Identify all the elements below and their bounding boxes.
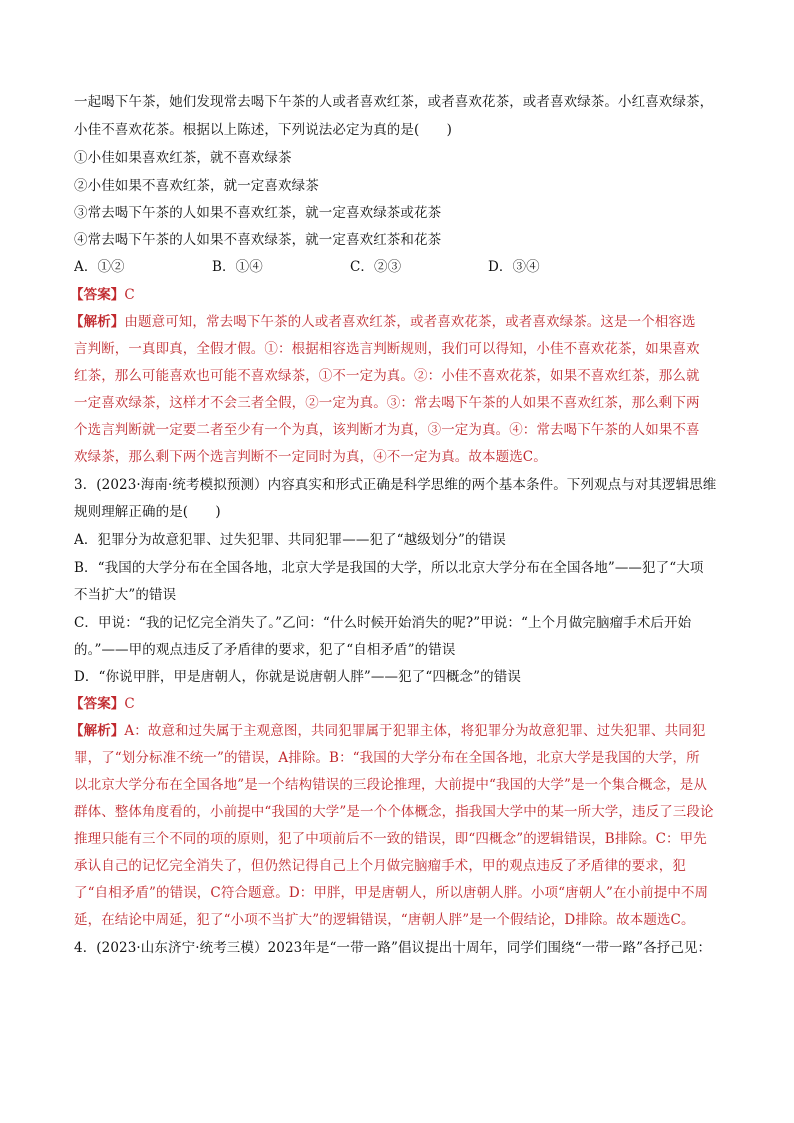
q2-analysis-line-4: 一定喜欢绿茶，这样才不会三者全假，②一定为真。③：常去喝下午茶的人如果不喜欢红茶，那么剩下两 (74, 395, 700, 411)
q3-analysis-line-2: 罪，了“划分标准不统一”的错误，A排除。B：“我国的大学分布在全国各地，北京大学是我国的大学，所 (74, 750, 700, 766)
q3-analysis-line-8: 延，在结论中周延，犯了“小项不当扩大”的逻辑错误，“唐朝人胖”是一个假结论，D排除。故本题选C。 (74, 912, 695, 928)
q3-option-d: D．“你说甲胖，甲是唐朝人，你就是说唐朝人胖”——犯了“四概念”的错误 (74, 669, 521, 685)
q2-analysis-line-5: 个选言判断就一定要二者至少有一个为真，该判断才为真，③一定为真。④：常去喝下午茶的人如果不喜 (74, 422, 700, 438)
q2-statement-2: ②小佳如果不喜欢红茶，就一定喜欢绿茶 (74, 178, 319, 194)
q2-stem-line-1: 一起喝下午茶，她们发现常去喝下午茶的人或者喜欢红茶，或者喜欢花茶，或者喜欢绿茶。小红喜欢绿茶， (74, 94, 714, 110)
q2-option-d: D．③④ (488, 259, 540, 275)
analysis-tag: 【解析】 (70, 723, 125, 739)
q3-analysis-line-3: 以北京大学分布在全国各地”是一个结构错误的三段论推理，大前提中“我国的大学”是一个集合概念，是从 (74, 777, 708, 793)
q2-option-b: B．①④ (212, 259, 263, 275)
q2-stem-line-2: 小佳不喜欢花茶。根据以上陈述，下列说法必定为真的是( ) (74, 122, 452, 138)
q3-analysis-line-6: 承认自己的记忆完全消失了，但仍然记得自己上个月做完脑瘤手术，甲的观点违反了矛盾律的要求，犯 (74, 858, 686, 874)
q3-analysis-line-7: 了“自相矛盾”的错误，C符合题意。D：甲胖，甲是唐朝人，所以唐朝人胖。小项“唐朝人”在小前提中不周 (74, 885, 709, 901)
q2-analysis-line-1 (70, 312, 730, 332)
q3-option-a: A．犯罪分为故意犯罪、过失犯罪、共同犯罪——犯了“越级划分”的错误 (74, 532, 506, 548)
q3-option-b-line-1: B．“我国的大学分布在全国各地，北京大学是我国的大学，所以北京大学分布在全国各地”——犯了“大项 (74, 560, 704, 576)
q2-answer (70, 285, 730, 305)
q2-options (74, 257, 734, 277)
q3-option-c-line-1: C．甲说：“我的记忆完全消失了。”乙问：“什么时候开始消失的呢?”甲说：“上个月做完脑瘤手术后开始 (74, 615, 692, 631)
q3-answer (70, 694, 730, 714)
q3-option-b-line-2: 不当扩大”的错误 (74, 587, 177, 603)
answer-tag: 【答案】 (70, 696, 125, 712)
q4-stem: 4．(2023·山东济宁·统考三模）2023年是“一带一路”倡议提出十周年，同学们围绕“一带一路”各抒己见： (74, 940, 712, 956)
q2-analysis-line-2: 言判断，一真即真，全假才假。①：根据相容选言判断规则，我们可以得知，小佳不喜欢花茶，如果喜欢 (74, 341, 700, 357)
analysis-text: 由题意可知，常去喝下午茶的人或者喜欢红茶，或者喜欢花茶，或者喜欢绿茶。这是一个相容选 (124, 314, 696, 330)
q2-analysis-line-3: 红茶，那么可能喜欢也可能不喜欢绿茶，①不一定为真。②：小佳不喜欢花茶，如果不喜欢红茶，那么就 (74, 368, 700, 384)
q3-stem-line-2: 规则理解正确的是( ) (74, 504, 221, 520)
q2-option-c: C．②③ (350, 259, 402, 275)
q2-statement-4: ④常去喝下午茶的人如果不喜欢绿茶，就一定喜欢红茶和花茶 (74, 232, 442, 248)
q3-analysis-line-5: 推理只能有三个不同的项的原则，犯了中项前后不一致的错误，即“四概念”的逻辑错误，B排除。C：甲先 (74, 831, 707, 847)
q2-analysis-line-6: 欢绿茶，那么剩下两个选言判断不一定同时为真，④不一定为真。故本题选C。 (74, 449, 547, 465)
answer-value: C (124, 696, 135, 712)
q3-analysis-line-1 (70, 721, 730, 741)
analysis-tag: 【解析】 (70, 314, 125, 330)
q3-analysis-line-4: 群体、整体角度看的，小前提中“我国的大学”是一个个体概念，指我国大学中的某一所大学，违反了三段论 (74, 804, 714, 820)
answer-tag: 【答案】 (70, 287, 125, 303)
q2-statement-3: ③常去喝下午茶的人如果不喜欢红茶，就一定喜欢绿茶或花茶 (74, 205, 442, 221)
q2-option-a: A．①② (74, 259, 125, 275)
q3-option-c-line-2: 的。”——甲的观点违反了矛盾律的要求，犯了“自相矛盾”的错误 (74, 642, 456, 658)
answer-value: C (124, 287, 135, 303)
q3-stem-line-1: 3．(2023·海南·统考模拟预测）内容真实和形式正确是科学思维的两个基本条件。下列观点与对其逻辑思维 (74, 477, 717, 493)
analysis-text: A：故意和过失属于主观意图，共同犯罪属于犯罪主体，将犯罪分为故意犯罪、过失犯罪、共同犯 (124, 723, 706, 739)
q2-statement-1: ①小佳如果喜欢红茶，就不喜欢绿茶 (74, 150, 292, 166)
